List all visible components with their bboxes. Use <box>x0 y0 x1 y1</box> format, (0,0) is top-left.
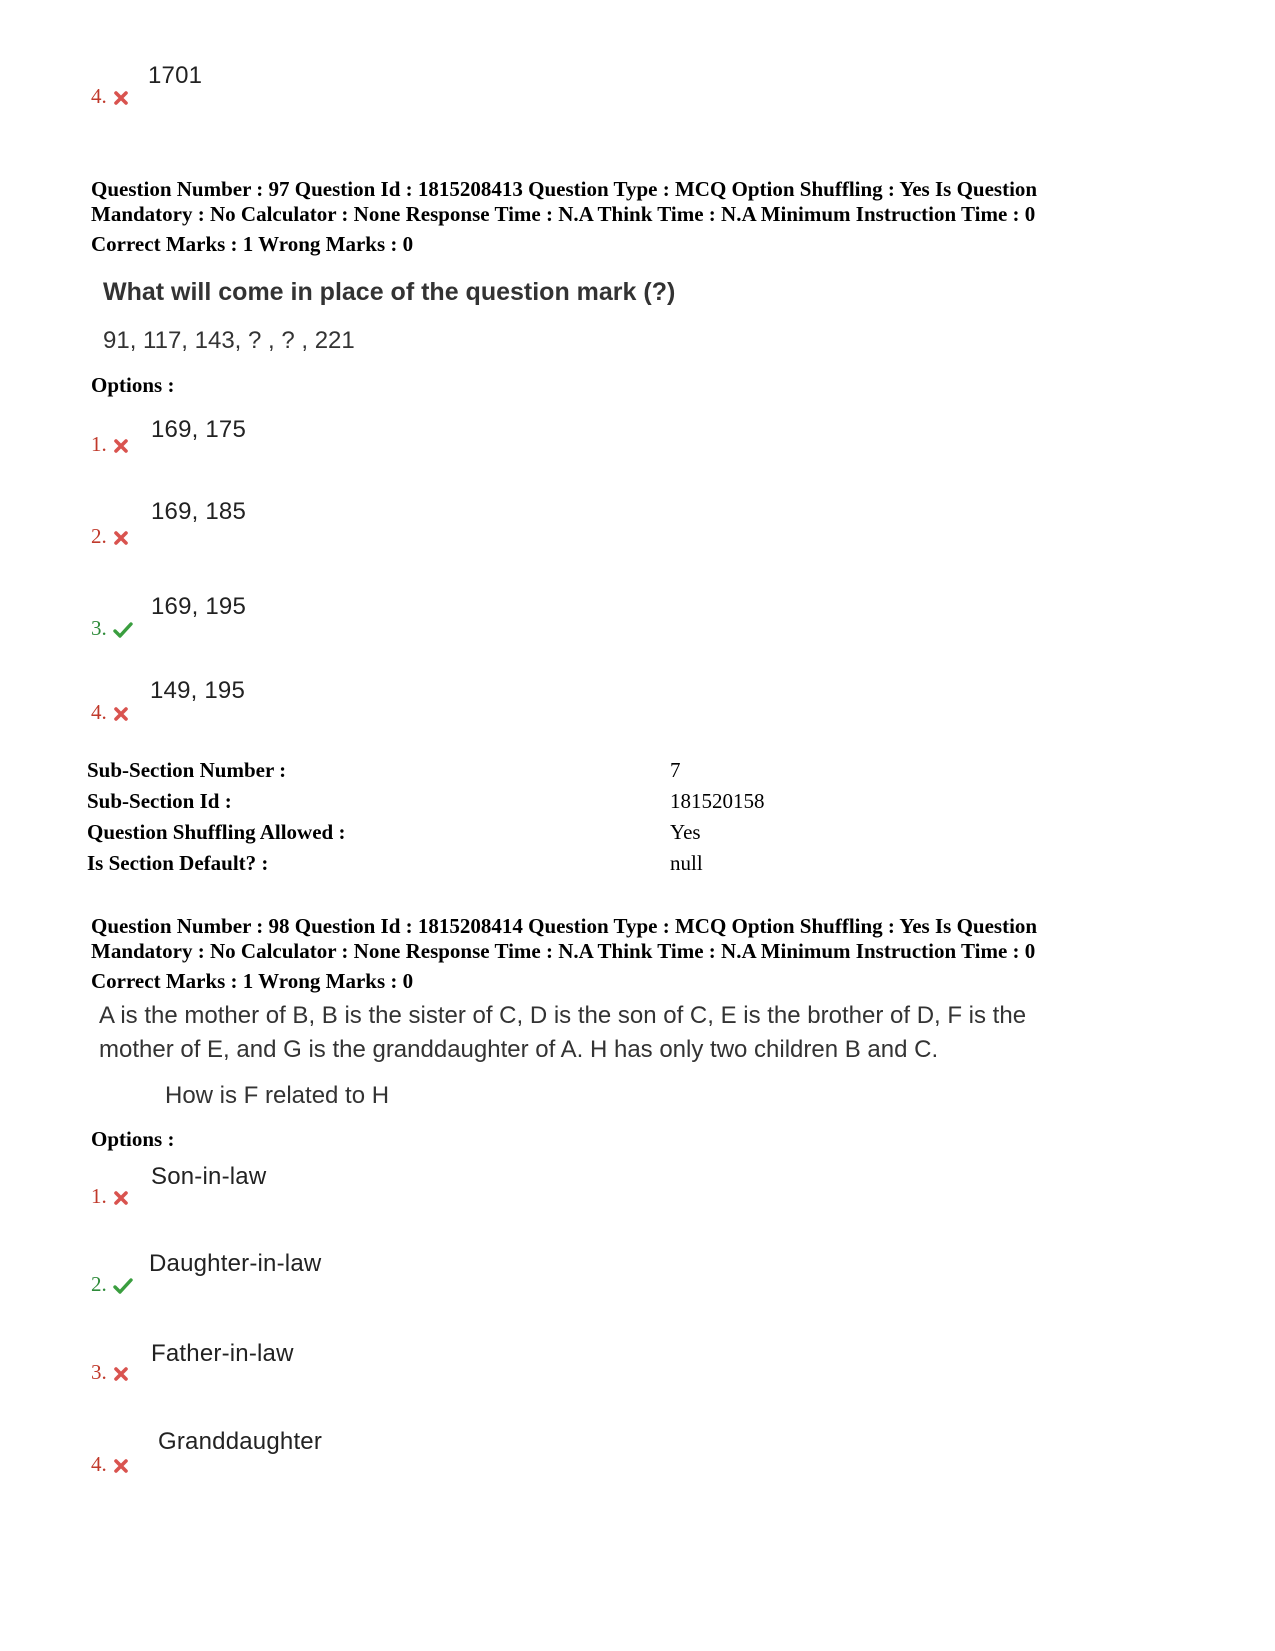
q98-meta-line2: Mandatory : No Calculator : None Response Time : N.A Think Time : N.A Minimum Instruction Time : 0 <box>91 939 1036 963</box>
q97-meta-line2: Mandatory : No Calculator : None Response Time : N.A Think Time : N.A Minimum Instruction Time : 0 <box>91 202 1036 226</box>
q98-option-3-text: Father-in-law <box>151 1340 294 1367</box>
q97-meta-line1: Question Number : 97 Question Id : 1815208413 Question Type : MCQ Option Shuffling : Yes Is Question <box>91 177 1038 201</box>
subsection-key: Sub-Section Number : <box>87 758 287 782</box>
q98-passage-line2: mother of E, and G is the granddaughter of A. H has only two children B and C. <box>99 1036 939 1063</box>
wrong-cross-icon <box>113 438 129 454</box>
option-number: 1. <box>91 432 107 456</box>
option-number: 1. <box>91 1184 107 1208</box>
subsection-value: Yes <box>670 820 701 844</box>
wrong-cross-icon <box>113 1190 129 1206</box>
subsection-row <box>87 816 1087 847</box>
q97-option-1[interactable] <box>91 432 129 457</box>
correct-check-icon <box>113 1278 133 1294</box>
option-number: 2. <box>91 1272 107 1296</box>
option-number: 4. <box>91 700 107 724</box>
q98-option-2[interactable] <box>91 1272 133 1297</box>
q97-option-2[interactable] <box>91 524 129 549</box>
q98-options-label: Options : <box>91 1127 175 1151</box>
q98-option-2-text: Daughter-in-law <box>149 1250 322 1277</box>
q97-series: 91, 117, 143, ? , ? , 221 <box>103 327 355 354</box>
q97-option-4-text: 149, 195 <box>150 677 246 704</box>
correct-check-icon <box>113 622 133 638</box>
q97-option-2-text: 169, 185 <box>151 498 247 525</box>
q98-question: How is F related to H <box>165 1082 390 1109</box>
q98-option-1-text: Son-in-law <box>151 1163 267 1190</box>
option-number: 3. <box>91 1360 107 1384</box>
subsection-row <box>87 847 1087 878</box>
q97-option-3[interactable] <box>91 616 133 641</box>
q97-option-1-text: 169, 175 <box>151 416 247 443</box>
option-number: 4. <box>91 84 107 108</box>
subsection-value: null <box>670 851 703 875</box>
q97-options-label: Options : <box>91 373 175 397</box>
q98-passage-line1: A is the mother of B, B is the sister of C, D is the son of C, E is the brother of D, F is the <box>99 1002 1027 1029</box>
subsection-info <box>87 754 1087 878</box>
option-number: 3. <box>91 616 107 640</box>
q98-option-3[interactable] <box>91 1360 129 1385</box>
subsection-key: Question Shuffling Allowed : <box>87 820 346 844</box>
subsection-value: 181520158 <box>670 789 765 813</box>
option-number: 2. <box>91 524 107 548</box>
wrong-cross-icon <box>113 706 129 722</box>
subsection-key: Sub-Section Id : <box>87 789 232 813</box>
q97-marks: Correct Marks : 1 Wrong Marks : 0 <box>91 232 414 256</box>
wrong-cross-icon <box>113 1366 129 1382</box>
subsection-value: 7 <box>670 758 681 782</box>
wrong-cross-icon <box>113 90 129 106</box>
q98-meta-line1: Question Number : 98 Question Id : 1815208414 Question Type : MCQ Option Shuffling : Yes Is Question <box>91 914 1038 938</box>
q98-option-1[interactable] <box>91 1184 129 1209</box>
option-number: 4. <box>91 1452 107 1476</box>
q97-option-4[interactable] <box>91 700 129 725</box>
subsection-row <box>87 785 1087 816</box>
q98-option-4-text: Granddaughter <box>158 1428 323 1455</box>
prev-option-4-text: 1701 <box>148 62 203 89</box>
q97-prompt: What will come in place of the question mark (?) <box>103 278 676 306</box>
q97-option-3-text: 169, 195 <box>151 593 247 620</box>
prev-option-4 <box>91 84 129 109</box>
subsection-row <box>87 754 1087 785</box>
wrong-cross-icon <box>113 530 129 546</box>
q98-marks: Correct Marks : 1 Wrong Marks : 0 <box>91 969 414 993</box>
subsection-key: Is Section Default? : <box>87 851 269 875</box>
wrong-cross-icon <box>113 1458 129 1474</box>
q98-option-4[interactable] <box>91 1452 129 1477</box>
